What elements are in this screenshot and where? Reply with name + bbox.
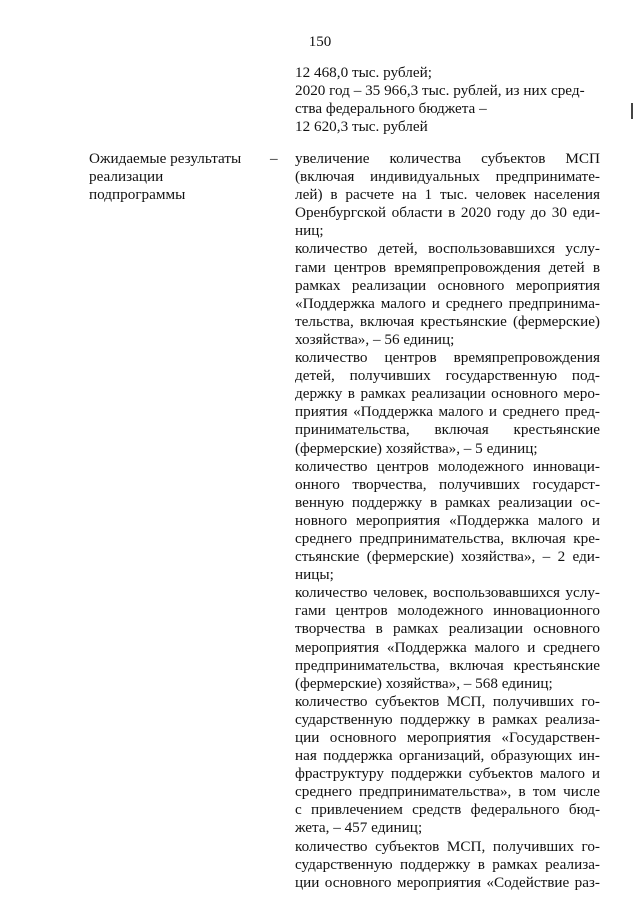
funding-continuation [295, 64, 600, 136]
results-line: среднего предпринимательства, включая кре- [295, 529, 600, 547]
results-line: творчества в рамках реализации основного [295, 620, 600, 638]
funding-line: 12 620,3 тыс. рублей [295, 118, 428, 136]
results-line: стьянские (фермерские) хозяйства», – 2 еди- [295, 548, 600, 566]
results-line: количество центров молодежного инноваци- [295, 457, 600, 475]
results-line: количество детей, воспользовавшихся услу- [295, 240, 600, 258]
section-label-line: Ожидаемые результаты [89, 150, 242, 167]
results-line: Оренбургской области в 2020 году до 30 еди- [295, 204, 600, 222]
results-line: с привлечением средств федерального бюд- [295, 801, 600, 819]
results-line: венную поддержку в рамках реализации ос- [295, 493, 600, 511]
results-line: среднего предпринимательства», в том числе [295, 783, 600, 801]
results-line: онного творчества, получивших государст- [295, 475, 600, 493]
results-line: приятия «Поддержка малого и среднего пред- [295, 403, 600, 421]
results-line: количество субъектов МСП, получивших го- [295, 692, 600, 710]
results-line: увеличение количества субъектов МСП [295, 150, 600, 167]
results-line: предпринимательства, включая крестьянские [295, 656, 600, 674]
results-line: количество субъектов МСП, получивших го- [295, 837, 600, 855]
results-line: ции основного мероприятия «Государствен- [295, 729, 600, 746]
results-line: количество человек, воспользовавшихся услу- [295, 584, 600, 602]
results-line: количество центров времяпрепровождения [295, 349, 600, 367]
results-line: рамках реализации основного мероприятия [295, 276, 600, 294]
results-line: (фермерские) хозяйства», – 5 единиц; [295, 439, 538, 457]
results-line: сударственную поддержку в рамках реализа- [295, 710, 600, 728]
results-line: (фермерские) хозяйства», – 568 единиц; [295, 674, 553, 692]
funding-line: 12 468,0 тыс. рублей; [295, 64, 432, 81]
results-line: ницы; [295, 566, 334, 584]
results-line: новного мероприятия «Поддержка малого и [295, 511, 600, 529]
results-line: держку в рамках реализации основного меро- [295, 385, 600, 403]
results-line: сударственную поддержку в рамках реализа- [295, 855, 600, 873]
results-line: гами центров молодежного инновационного [295, 602, 600, 620]
funding-line: ства федерального бюджета – [295, 100, 487, 118]
results-line: фраструктуру поддержки субъектов малого и [295, 765, 600, 783]
expected-results-text [295, 150, 600, 892]
section-label-line: реализации [89, 168, 164, 186]
results-line: лей) в расчете на 1 тыс. человек населения [295, 186, 600, 204]
results-line: ции основного мероприятия «Содействие раз- [295, 873, 600, 891]
results-line: принимательства, включая крестьянские [295, 421, 600, 439]
results-line: ниц; [295, 222, 324, 240]
results-line: «Поддержка малого и среднего предпринима- [295, 294, 600, 312]
results-line: мероприятия «Поддержка малого и среднего [295, 638, 600, 656]
results-line: (включая индивидуальных предпринимате- [295, 168, 600, 186]
results-line: хозяйства», – 56 единиц; [295, 330, 455, 348]
results-line: детей, получивших государственную под- [295, 367, 600, 385]
results-line: жета, – 457 единиц; [295, 819, 423, 837]
funding-line: 2020 год – 35 966,3 тыс. рублей, из них сред- [295, 82, 585, 100]
label-separator-dash: – [270, 150, 278, 167]
section-label-line: подпрограммы [89, 186, 186, 204]
section-label [89, 150, 269, 204]
results-line: тельства, включая крестьянские (фермерские) [295, 312, 600, 330]
results-line: ная поддержка организаций, образующих ин- [295, 747, 600, 765]
page-number: 150 [308, 34, 332, 50]
results-line: гами центров времяпрепровождения детей в [295, 258, 600, 276]
margin-mark [631, 103, 633, 119]
